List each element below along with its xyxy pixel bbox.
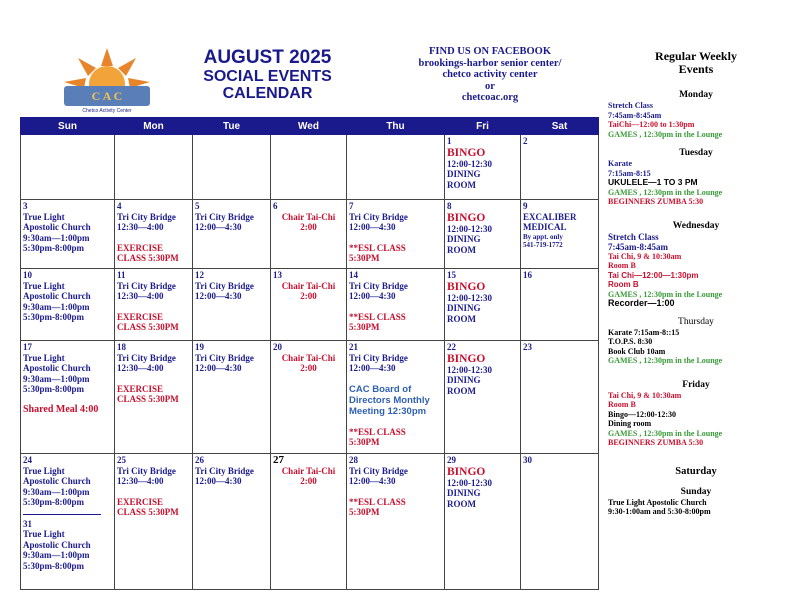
weekday-wed: Wed — [271, 118, 347, 135]
day-number: 13 — [273, 270, 282, 280]
wednesday-games: GAMES , 12:30pm in the Lounge — [608, 289, 723, 299]
week-row — [21, 341, 599, 454]
day-cell-9 — [521, 200, 599, 269]
event-text: Tri City Bridge 12:00—4:30 — [195, 465, 254, 486]
day-number: 16 — [523, 270, 532, 280]
day-number: 22 — [447, 342, 456, 352]
day-cell-6 — [271, 200, 347, 269]
day-cell-26 — [193, 454, 271, 590]
day-number: 15 — [447, 270, 456, 280]
weekday-thu: Thu — [347, 118, 445, 135]
event-text: Tri City Bridge 12:00—4:30 — [349, 465, 408, 486]
facebook-line: brookings-harbor senior center/ — [418, 57, 562, 69]
tuesday-zumba: BEGINNERS ZUMBA 5:30 — [608, 197, 704, 206]
day-cell-27 — [271, 454, 347, 590]
wednesday-recorder: Recorder—1:00 — [608, 298, 675, 308]
event-text: Tri City Bridge 12:30—4:00 — [117, 352, 176, 373]
event-text: 12:00-12:30 DINING ROOM — [447, 477, 492, 509]
day-cell-22 — [445, 341, 521, 454]
bingo-event: BINGO — [447, 352, 486, 365]
event-text: Tri City Bridge 12:00—4:30 — [195, 352, 254, 373]
bingo-event: BINGO — [447, 211, 486, 224]
day-cell-11 — [115, 269, 193, 341]
day-cell-20 — [271, 341, 347, 454]
bingo-event: BINGO — [447, 465, 486, 478]
calendar-grid — [20, 117, 599, 590]
weekly-events-panel — [608, 50, 784, 517]
day-number: 24 — [23, 455, 32, 465]
chair-tai-chi: Chair Tai-Chi 2:00 — [281, 352, 336, 373]
day-cell-12 — [193, 269, 271, 341]
day-number: 11 — [117, 270, 126, 280]
day-cell-empty — [193, 135, 271, 200]
event-text: True Light Apostolic Church 9:30am—1:00pm 5:30pm-8:00pm — [23, 280, 91, 322]
thursday-items: Karate 7:15am-8::15 T.O.P.S. 8:30 Book Club 10am — [608, 327, 680, 356]
chair-tai-chi: Chair Tai-Chi 2:00 — [281, 465, 336, 486]
weekday-monday: Monday — [679, 90, 713, 100]
day-cell-10 — [21, 269, 115, 341]
day-cell-17 — [21, 341, 115, 454]
svg-text:C A C: C A C — [91, 89, 123, 103]
event-text: 12:00-12:30 DINING ROOM — [447, 223, 492, 255]
weekday-friday: Friday — [682, 379, 710, 390]
week-row — [21, 135, 599, 200]
exercise-class: EXERCISE CLASS 5:30PM — [117, 311, 179, 332]
day-cell-15 — [445, 269, 521, 341]
day-number: 19 — [195, 342, 204, 352]
friday-zumba: BEGINNERS ZUMBA 5:30 — [608, 438, 704, 447]
weekday-tuesday: Tuesday — [679, 148, 713, 158]
day-cell-21 — [347, 341, 445, 454]
weekday-saturday: Saturday — [675, 465, 717, 477]
day-number: 17 — [23, 342, 32, 352]
day-cell-1 — [445, 135, 521, 200]
tuesday-games: GAMES , 12:30pm in the Lounge — [608, 187, 723, 197]
week-row — [21, 269, 599, 341]
day-number: 31 — [23, 518, 32, 529]
wednesday-stretch: Stretch Class 7:45am-8:45am — [608, 231, 668, 252]
title-calendar: CALENDAR — [222, 85, 313, 102]
day-cell-24 — [21, 454, 115, 590]
event-text: Tri City Bridge 12:00—4:30 — [349, 211, 408, 232]
day-number: 27 — [273, 454, 284, 466]
day-cell-5 — [193, 200, 271, 269]
tuesday-ukulele: UKULELE—1 TO 3 PM — [608, 177, 698, 187]
day-cell-16 — [521, 269, 599, 341]
event-text: Tri City Bridge 12:00—4:30 — [349, 280, 408, 301]
day-cell-13 — [271, 269, 347, 341]
event-text: 12:00-12:30 DINING ROOM — [447, 364, 492, 396]
shared-meal: Shared Meal 4:00 — [23, 403, 99, 415]
title-events: SOCIAL EVENTS — [203, 68, 332, 85]
day-cell-7 — [347, 200, 445, 269]
day-number: 4 — [117, 201, 122, 211]
day-number: 5 — [195, 201, 200, 211]
event-text: Tri City Bridge 12:00—4:30 — [195, 280, 254, 301]
chair-tai-chi: Chair Tai-Chi 2:00 — [281, 280, 336, 301]
day-cell-empty — [21, 135, 115, 200]
facebook-heading: FIND US ON FACEBOOK — [428, 46, 552, 57]
day-cell-empty — [271, 135, 347, 200]
weekly-events-title: Regular Weekly Events — [655, 49, 737, 76]
day-cell-23 — [521, 341, 599, 454]
day-cell-30 — [521, 454, 599, 590]
event-text: True Light Apostolic Church 9:30am—1:00pm 5:30pm-8:00pm — [23, 465, 91, 507]
weekday-sunday: Sunday — [680, 486, 712, 497]
esl-class: **ESL CLASS 5:30PM — [349, 496, 406, 517]
day-cell-4 — [115, 200, 193, 269]
day-number: 10 — [23, 270, 32, 280]
bingo-event: BINGO — [447, 280, 486, 293]
day-number: 2 — [523, 136, 528, 146]
day-number: 29 — [447, 455, 456, 465]
wednesday-taichi-noon: Tai Chi—12:00—1:30pm Room B — [608, 270, 699, 289]
day-cell-8 — [445, 200, 521, 269]
day-number: 28 — [349, 455, 358, 465]
day-number: 8 — [447, 201, 452, 211]
weekday-mon: Mon — [115, 118, 193, 135]
friday-games: GAMES , 12:30pm in the Lounge — [608, 428, 723, 438]
day-number: 21 — [349, 342, 358, 352]
event-note: By appt. only 541-719-1772 — [523, 232, 563, 249]
monday-stretch: Stretch Class 7:45am-8:45am — [608, 101, 662, 120]
sunday-church: True Light Apostolic Church 9:30-1:00am and 5:30-8:00pm — [608, 497, 711, 516]
event-text: True Light Apostolic Church 9:30am—1:00pm 5:30pm-8:00pm — [23, 529, 91, 571]
weekday-wednesday: Wednesday — [672, 220, 720, 231]
day-cell-28 — [347, 454, 445, 590]
event-text: EXCALIBER MEDICAL — [523, 211, 577, 232]
day-cell-empty — [115, 135, 193, 200]
day-cell-14 — [347, 269, 445, 341]
friday-bingo: Bingo—12:00-12:30 Dining room — [608, 409, 676, 428]
wednesday-taichi-morning: Tai Chi, 9 & 10:30am Room B — [608, 251, 682, 270]
day-number: 23 — [523, 342, 532, 352]
facebook-info — [400, 46, 580, 104]
weekday-header — [21, 118, 599, 135]
esl-class: **ESL CLASS 5:30PM — [349, 426, 406, 447]
tuesday-karate: Karate 7:15am-8:15 — [608, 159, 651, 178]
weekday-sun: Sun — [21, 118, 115, 135]
day-cell-2 — [521, 135, 599, 200]
day-cell-19 — [193, 341, 271, 454]
day-number: 9 — [523, 201, 528, 211]
week-row — [21, 200, 599, 269]
weekday-thursday: Thursday — [678, 316, 714, 327]
day-cell-3 — [21, 200, 115, 269]
day-number: 1 — [447, 136, 452, 146]
day-number: 14 — [349, 270, 358, 280]
weekday-sat: Sat — [521, 118, 599, 135]
exercise-class: EXERCISE CLASS 5:30PM — [117, 496, 179, 517]
day-cell-18 — [115, 341, 193, 454]
day-number: 3 — [23, 201, 28, 211]
cell-divider — [23, 514, 101, 515]
title-month: AUGUST 2025 — [203, 47, 332, 68]
facebook-line: or — [485, 80, 495, 92]
thursday-games: GAMES , 12:30pm in the Lounge — [608, 356, 723, 365]
weekday-fri: Fri — [445, 118, 521, 135]
exercise-class: EXERCISE CLASS 5:30PM — [117, 383, 179, 404]
website-link[interactable]: chetcoac.org — [461, 92, 519, 103]
svg-text:Chetco Activity Center: Chetco Activity Center — [82, 108, 132, 114]
event-text: Tri City Bridge 12:00—4:30 — [349, 352, 408, 373]
bingo-event: BINGO — [447, 146, 486, 159]
day-number: 30 — [523, 455, 532, 465]
day-number: 26 — [195, 455, 204, 465]
monday-games: GAMES , 12:30pm in the Lounge — [608, 129, 723, 139]
friday-taichi: Tai Chi, 9 & 10:30am Room B — [608, 390, 682, 409]
exercise-class: EXERCISE CLASS 5:30PM — [117, 242, 179, 263]
day-number: 6 — [273, 201, 278, 211]
day-cell-25 — [115, 454, 193, 590]
day-cell-29 — [445, 454, 521, 590]
cac-logo — [58, 44, 156, 114]
day-number: 20 — [273, 342, 282, 352]
event-text: True Light Apostolic Church 9:30am—1:00pm 5:30pm-8:00pm — [23, 211, 91, 253]
event-text: Tri City Bridge 12:30—4:00 — [117, 211, 176, 232]
day-number: 7 — [349, 201, 354, 211]
event-text: True Light Apostolic Church 9:30am—1:00pm 5:30pm-8:00pm — [23, 352, 91, 394]
esl-class: **ESL CLASS 5:30PM — [349, 242, 406, 263]
day-number: 12 — [195, 270, 204, 280]
weekday-tue: Tue — [193, 118, 271, 135]
week-row — [21, 454, 599, 590]
esl-class: **ESL CLASS 5:30PM — [349, 311, 406, 332]
chair-tai-chi: Chair Tai-Chi 2:00 — [281, 211, 336, 232]
day-number: 25 — [117, 455, 126, 465]
event-text: Tri City Bridge 12:30—4:00 — [117, 280, 176, 301]
facebook-line: chetco activity center — [442, 69, 538, 80]
event-text: 12:00-12:30 DINING ROOM — [447, 158, 492, 190]
day-number: 18 — [117, 342, 126, 352]
event-text: Tri City Bridge 12:30—4:00 — [117, 465, 176, 486]
event-text: Tri City Bridge 12:00—4:30 — [195, 211, 254, 232]
calendar-title — [180, 48, 355, 102]
board-meeting: CAC Board of Directors Monthly Meeting 12:30pm — [349, 383, 430, 417]
event-text: 12:00-12:30 DINING ROOM — [447, 292, 492, 324]
monday-taichi: TaiChi—12:00 to 1:30pm — [608, 120, 695, 129]
day-cell-empty — [347, 135, 445, 200]
